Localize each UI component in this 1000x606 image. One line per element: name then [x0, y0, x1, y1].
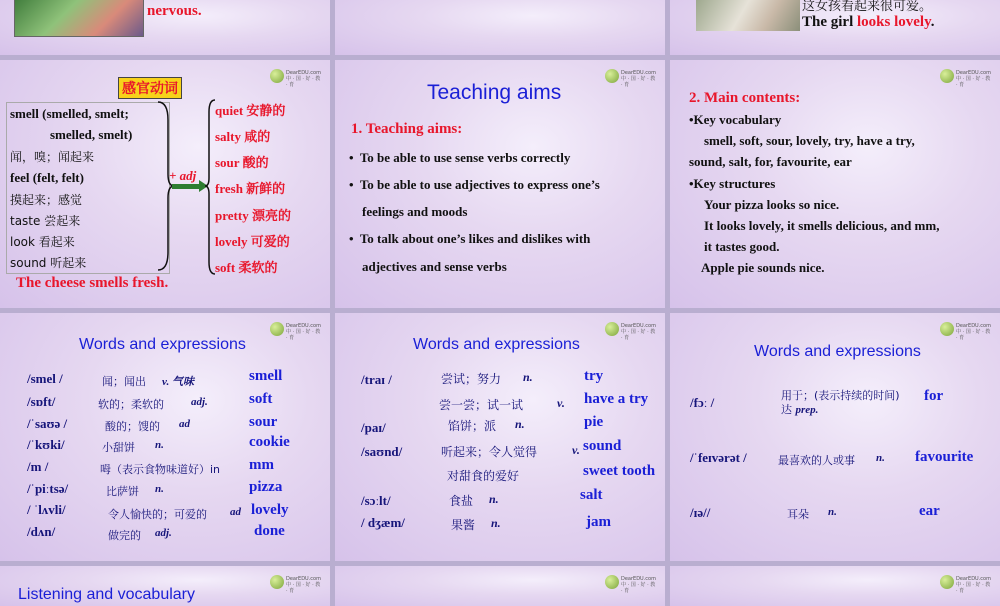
part-of-speech: n.: [523, 370, 533, 384]
arrow-icon: [172, 184, 200, 189]
part-of-speech: n.: [515, 417, 525, 431]
deareducation-logo: DearEDU.com 中 · 国 · 好 · 教 · 育: [605, 321, 651, 337]
deareducation-logo: DearEDU.com 中 · 国 · 好 · 教 · 育: [270, 321, 316, 337]
slide-bottom-left: [0, 566, 330, 606]
content-line: •Key vocabulary: [689, 112, 782, 127]
slide-title: Listening and vocabulary: [18, 586, 196, 603]
adjective-item: sour 酸的: [215, 155, 269, 170]
slide-title: Words and expressions: [413, 336, 580, 353]
adjective-item: pretty 漂亮的: [215, 208, 291, 223]
phonetic: /traɪ /: [361, 372, 392, 387]
vocab-word: cookie: [249, 434, 290, 450]
vocab-word: salt: [580, 487, 603, 503]
vocab-word: smell: [249, 368, 283, 384]
verb-line: taste 尝起来: [10, 214, 81, 228]
phonetic: /sɔːlt/: [361, 493, 391, 508]
phonetic: /ˈkʊki/: [27, 437, 65, 452]
aim-bullet: • To be able to use sense verbs correctly: [349, 150, 571, 165]
slide-title: Words and expressions: [79, 336, 246, 353]
vocab-word: ear: [919, 503, 940, 519]
slide-words-3: [670, 313, 1000, 561]
slide-teaching-aims: [335, 60, 665, 308]
girl-photo: [696, 0, 800, 31]
phonetic: /dʌn/: [27, 524, 56, 539]
slide-words-2: [335, 313, 665, 561]
vocab-word: for: [924, 388, 944, 404]
deareducation-logo: DearEDU.com 中 · 国 · 好 · 教 · 育: [940, 68, 986, 84]
part-of-speech: v.: [572, 443, 580, 457]
verb-line: 摸起来；感觉: [10, 193, 83, 207]
aim-bullet: • To talk about one’s likes and dislikes with: [349, 231, 591, 246]
slide-words-1: [0, 313, 330, 561]
content-line: Apple pie sounds nice.: [701, 260, 825, 275]
verb-line: 闻，嗅；闻起来: [10, 150, 95, 164]
adjective-item: salty 咸的: [215, 129, 271, 144]
vocab-word: favourite: [915, 449, 974, 465]
slide-bottom-right: [670, 566, 1000, 606]
part-of-speech: adj.: [191, 396, 208, 408]
verb-line: feel (felt, felt): [10, 170, 84, 185]
slide-top-left: [0, 0, 330, 55]
aim-bullet: • To be able to use adjectives to express one’s: [349, 177, 600, 192]
phonetic: /fɔː /: [690, 395, 715, 410]
phonetic: /ˈsaʊə /: [27, 416, 68, 431]
vocab-word: try: [584, 368, 604, 384]
vocab-word: sweet tooth: [583, 463, 656, 479]
verb-line: look 看起来: [10, 235, 75, 249]
slide-sense-verbs: [0, 60, 330, 308]
meaning: 闻；闻出: [102, 375, 146, 388]
top-right-en: The girl looks lovely.: [802, 14, 935, 30]
slide-title: Teaching aims: [427, 81, 562, 104]
slide-top-middle: [335, 0, 665, 55]
part-of-speech: n.: [491, 516, 501, 530]
meaning: 听起来；令人觉得: [441, 445, 538, 459]
phonetic: /paɪ/: [361, 420, 386, 435]
part-of-speech: n.: [155, 439, 164, 451]
aims-subtitle: 1. Teaching aims:: [351, 121, 463, 137]
phonetic: /ˈfeɪvərət /: [690, 450, 747, 465]
meaning: 软的；柔软的: [98, 398, 164, 411]
part-of-speech: v.: [557, 396, 565, 410]
phonetic: /saʊnd/: [361, 444, 403, 459]
content-line: •Key structures: [689, 176, 776, 191]
aim-bullet-continued: adjectives and sense verbs: [362, 259, 507, 274]
meaning: 酸的；馊的: [105, 420, 160, 433]
vocab-word: sour: [249, 414, 278, 430]
slide-top-right: [670, 0, 1000, 55]
deareducation-logo: DearEDU.com 中 · 国 · 好 · 教 · 育: [270, 574, 316, 590]
phonetic: /m /: [27, 459, 49, 474]
meaning: 对甜食的爱好: [447, 469, 520, 483]
meaning: 比萨饼: [106, 485, 139, 498]
part-of-speech: n.: [828, 506, 837, 518]
meaning: 做完的: [108, 529, 141, 542]
meaning: 最喜欢的人或事: [778, 454, 855, 467]
phonetic: /sɒft/: [27, 394, 56, 409]
slide-main-contents: [670, 60, 1000, 308]
verb-line: smelled, smelt): [50, 127, 133, 142]
slide-title: 感官动词: [118, 77, 182, 99]
top-left-text: nervous.: [147, 3, 202, 19]
vocab-word: pie: [584, 414, 604, 430]
meaning: 用于；(表示持续的时间)达 prep.: [781, 389, 900, 416]
aim-bullet-continued: feelings and moods: [362, 204, 468, 219]
meaning: 耳朵: [787, 508, 809, 521]
phonetic: / ˈlʌvli/: [27, 502, 66, 517]
slide-bottom-middle: [335, 566, 665, 606]
top-right-cn: 这女孩看起来很可爱。: [802, 0, 933, 14]
deareducation-logo: DearEDU.com 中 · 国 · 好 · 教 · 育: [270, 68, 316, 84]
adjective-item: lovely 可爱的: [215, 234, 290, 249]
content-line: It looks lovely, it smells delicious, and mm,: [704, 218, 940, 233]
vocab-word: done: [254, 523, 285, 539]
phonetic: /ɪə//: [690, 505, 711, 520]
phonetic: / dʒæm/: [361, 515, 405, 530]
deareducation-logo: DearEDU.com 中 · 国 · 好 · 教 · 育: [940, 321, 986, 337]
meaning: 呣（表示食物味道好）in: [100, 463, 221, 476]
vocab-word: jam: [586, 514, 611, 530]
vocab-word: mm: [249, 457, 274, 473]
cartoon-image: [14, 0, 144, 37]
vocab-word: sound: [583, 438, 622, 454]
part-of-speech: n.: [489, 492, 499, 506]
content-line: sound, salt, for, favourite, ear: [689, 154, 852, 169]
part-of-speech: n.: [876, 452, 885, 464]
adjective-item: quiet 安静的: [215, 103, 286, 118]
vocab-word: lovely: [251, 502, 289, 518]
adjective-item: soft 柔软的: [215, 260, 278, 275]
part-of-speech: n.: [155, 483, 164, 495]
part-of-speech: ad: [230, 506, 241, 518]
phonetic: /ˈpiːtsə/: [27, 481, 69, 496]
meaning: 尝试；努力: [441, 372, 502, 386]
part-of-speech: v. 气味: [162, 376, 194, 388]
slide-title: Words and expressions: [754, 343, 921, 360]
content-line: Your pizza looks so nice.: [704, 197, 840, 212]
vocab-word: have a try: [584, 391, 649, 407]
meaning: 食盐: [449, 494, 474, 508]
vocab-word: soft: [249, 391, 273, 407]
part-of-speech: ad: [179, 418, 190, 430]
example-sentence: The cheese smells fresh.: [16, 275, 169, 291]
verb-line: sound 听起来: [10, 256, 87, 270]
content-line: it tastes good.: [704, 239, 780, 254]
meaning: 尝一尝；试一试: [439, 398, 524, 412]
content-line: smell, soft, sour, lovely, try, have a try,: [704, 133, 915, 148]
verb-line: smell (smelled, smelt;: [10, 106, 129, 121]
slide-title: 2. Main contents:: [689, 90, 801, 106]
meaning: 令人愉快的；可爱的: [108, 508, 207, 521]
deareducation-logo: DearEDU.com 中 · 国 · 好 · 教 · 育: [605, 68, 651, 84]
phonetic: /smel /: [27, 371, 63, 386]
vocab-word: pizza: [249, 479, 283, 495]
part-of-speech: adj.: [155, 527, 172, 539]
meaning: 小甜饼: [102, 441, 135, 454]
deareducation-logo: DearEDU.com 中 · 国 · 好 · 教 · 育: [605, 574, 651, 590]
meaning: 馅饼；派: [448, 419, 497, 433]
adjective-item: fresh 新鲜的: [215, 181, 286, 196]
plus-adj-label: + adj: [169, 168, 197, 183]
deareducation-logo: DearEDU.com 中 · 国 · 好 · 教 · 育: [940, 574, 986, 590]
meaning: 果酱: [451, 518, 476, 532]
